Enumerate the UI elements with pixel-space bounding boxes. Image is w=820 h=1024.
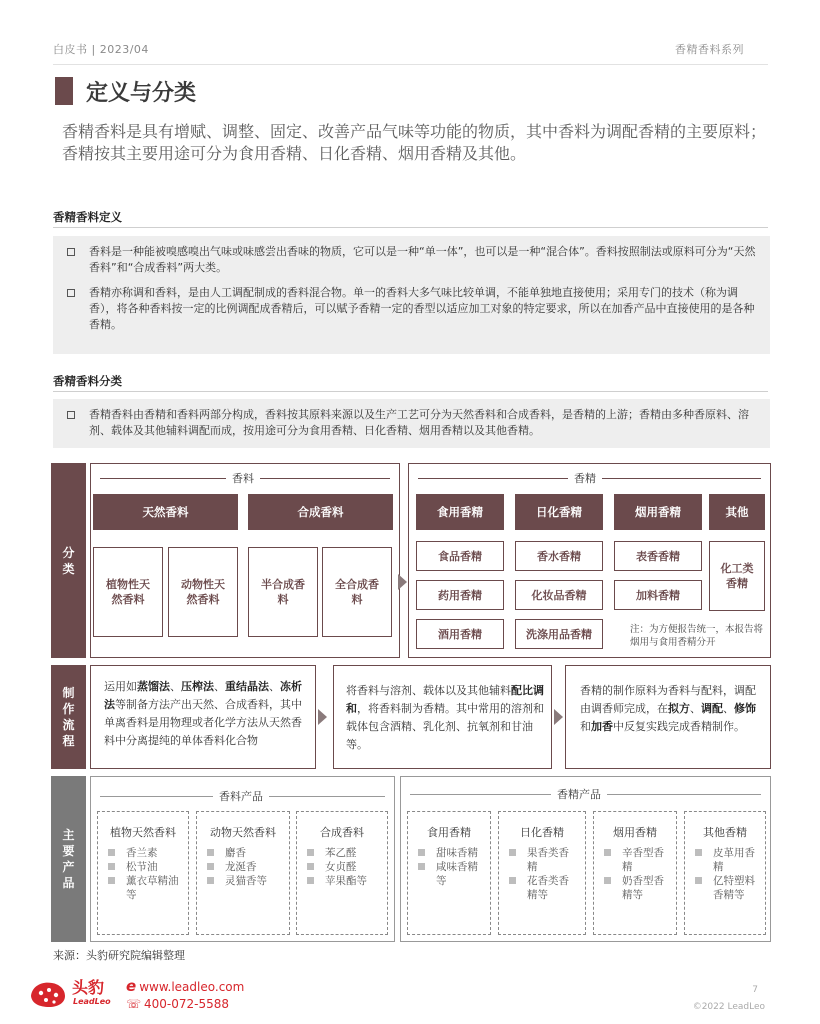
square-bullet-icon xyxy=(604,877,611,884)
row-label-products: 主要产品 xyxy=(51,776,86,942)
list-item: 香兰素 xyxy=(106,846,182,860)
list-item: 甜味香精 xyxy=(416,846,484,860)
food-flavor-essence: 食品香精 xyxy=(416,541,504,571)
list-item: 灵猫香等 xyxy=(205,874,283,888)
checkbox-bullet-icon xyxy=(67,411,75,419)
checkbox-bullet-icon xyxy=(67,289,75,297)
list-item: 苹果酯等 xyxy=(305,874,381,888)
header-left: 白皮书 | 2023/04 xyxy=(53,43,149,56)
square-bullet-icon xyxy=(509,877,516,884)
list-item: 薰衣草精油等 xyxy=(106,874,182,902)
square-bullet-icon xyxy=(207,849,214,856)
phone-icon: ☏ xyxy=(126,997,142,1011)
website-link[interactable]: e www.leadleo.com xyxy=(126,977,245,995)
synthetic-spice-header: 合成香料 xyxy=(248,494,393,530)
square-bullet-icon xyxy=(418,849,425,856)
square-bullet-icon xyxy=(307,849,314,856)
list-item: 苯乙醛 xyxy=(305,846,381,860)
spice-group-title: 香料 xyxy=(226,470,260,486)
chemical-essence: 化工类香精 xyxy=(709,541,765,611)
list-item: 女贞醛 xyxy=(305,860,381,874)
daily-essence-header: 日化香精 xyxy=(515,494,603,530)
square-bullet-icon xyxy=(108,877,115,884)
square-bullet-icon xyxy=(108,849,115,856)
classification-divider xyxy=(53,391,768,392)
square-bullet-icon xyxy=(509,849,516,856)
list-item: 松节油 xyxy=(106,860,182,874)
animal-natural-spice: 动物性天然香料 xyxy=(168,547,238,637)
liquor-essence: 酒用香精 xyxy=(416,619,504,649)
semi-synthetic-spice: 半合成香料 xyxy=(248,547,318,637)
classification-title: 香精香料分类 xyxy=(53,374,122,388)
row-label-classify: 分类 xyxy=(51,463,86,658)
process-text-3: 香精的制作原料为香料与配料，调配由调香师完成，在拟方、调配、修饰和加香中反复实践完成香精制作。 xyxy=(580,684,756,733)
list-item: 皮革用香精 xyxy=(693,846,759,874)
product-card-title: 烟用香精 xyxy=(613,826,657,839)
logo-subtext: LeadLeo xyxy=(73,997,111,1006)
square-bullet-icon xyxy=(307,877,314,884)
arrow-right-icon xyxy=(554,709,563,725)
essence-products-title: 香精产品 xyxy=(551,786,607,802)
web-e-icon: e xyxy=(126,977,137,995)
surface-flavor-essence: 表香香精 xyxy=(614,541,702,571)
detergent-essence: 洗涤用品香精 xyxy=(515,619,603,649)
product-card xyxy=(296,811,388,935)
square-bullet-icon xyxy=(307,863,314,870)
list-item: 花香类香精等 xyxy=(507,874,579,902)
product-card-title: 植物天然香料 xyxy=(110,826,176,839)
product-card-title: 日化香精 xyxy=(520,826,564,839)
definition-title: 香精香料定义 xyxy=(53,210,122,224)
row-label-process: 制作流程 xyxy=(51,665,86,769)
list-item: 咸味香精等 xyxy=(416,860,484,888)
other-essence-header: 其他 xyxy=(709,494,765,530)
arrow-right-icon xyxy=(398,574,407,590)
perfume-essence: 香水香精 xyxy=(515,541,603,571)
note-text: 注：为方便报告统一，本报告将烟用与食用香精分开 xyxy=(630,624,764,648)
header-right: 香精香料系列 xyxy=(675,43,744,56)
product-card-title: 食用香精 xyxy=(427,826,471,839)
classification-bullet: 香精香料由香精和香料两部分构成，香料按其原料来源以及生产工艺可分为天然香料和合成香料，是香精的上游；香精由多种香原料、溶剂、载体及其他辅料调配而成，按用途可分为食用香精、日化香精、烟用香精以及其他香精。 xyxy=(67,407,758,439)
product-card xyxy=(407,811,491,935)
full-synthetic-spice: 全合成香料 xyxy=(322,547,392,637)
plant-natural-spice: 植物性天然香料 xyxy=(93,547,163,637)
product-card xyxy=(498,811,586,935)
copyright: ©2022 LeadLeo xyxy=(692,1002,765,1012)
list-item: 麝香 xyxy=(205,846,283,860)
title-accent-bar xyxy=(55,77,73,105)
natural-spice-header: 天然香料 xyxy=(93,494,238,530)
medicinal-essence: 药用香精 xyxy=(416,580,504,610)
intro-text: 香精香料是具有增赋、调整、固定、改善产品气味等功能的物质，其中香料为调配香精的主要原料；香精按其主要用途可分为食用香精、日化香精、烟用香精及其他。 xyxy=(62,122,767,163)
square-bullet-icon xyxy=(207,863,214,870)
logo-text: 头豹 xyxy=(72,978,105,997)
header-divider xyxy=(53,64,768,65)
product-card xyxy=(684,811,766,935)
spice-products-title: 香料产品 xyxy=(213,788,269,804)
phone-number: ☏ 400-072-5588 xyxy=(126,997,230,1011)
square-bullet-icon xyxy=(695,849,702,856)
list-item: 亿特塑料香精等 xyxy=(693,874,759,902)
definition-bullet: 香精亦称调和香料，是由人工调配制成的香料混合物。单一的香料大多气味比较单调，不能单独地直接使用；采用专门的技术（称为调香），将各种香料按一定的比例调配成香精后，可以赋予香精一定的香型以适应加工对象的特定要求，所以在加香产品中直接使用的是各种香精。 xyxy=(67,285,758,333)
page-title: 定义与分类 xyxy=(86,81,197,106)
list-item: 奶香型香精等 xyxy=(602,874,670,902)
page-number: 7 xyxy=(752,985,758,995)
product-card-title: 其他香精 xyxy=(703,826,747,839)
product-card xyxy=(97,811,189,935)
list-item: 果香类香精 xyxy=(507,846,579,874)
square-bullet-icon xyxy=(207,877,214,884)
process-text-1: 运用如蒸馏法、压榨法、重结晶法、冻析法等制备方法产出天然、合成香料，其中单离香料是用物理或者化学方法从天然香料中分离提纯的单体香料化合物 xyxy=(104,680,302,747)
source-note: 来源：头豹研究院编辑整理 xyxy=(53,949,185,962)
list-item: 龙涎香 xyxy=(205,860,283,874)
square-bullet-icon xyxy=(695,877,702,884)
product-card xyxy=(593,811,677,935)
tobacco-essence-header: 烟用香精 xyxy=(614,494,702,530)
product-card-title: 动物天然香料 xyxy=(210,826,276,839)
square-bullet-icon xyxy=(418,863,425,870)
product-card xyxy=(196,811,290,935)
casing-essence: 加料香精 xyxy=(614,580,702,610)
leopard-logo-icon xyxy=(28,978,68,1010)
checkbox-bullet-icon xyxy=(67,248,75,256)
cosmetic-essence: 化妆品香精 xyxy=(515,580,603,610)
product-card-title: 合成香料 xyxy=(320,826,364,839)
definition-bullet: 香料是一种能被嗅感嗅出气味或味感尝出香味的物质，它可以是一种“单一体”，也可以是一种“混合体”。香料按照制法或原料可分为“天然香料”和“合成香料”两大类。 xyxy=(67,244,758,276)
classification-box xyxy=(53,399,770,448)
square-bullet-icon xyxy=(108,863,115,870)
definition-divider xyxy=(53,227,768,228)
process-text-2: 将香料与溶剂、载体以及其他辅料配比调和，将香料制为香精。其中常用的溶剂和载体包含酒精、乳化剂、抗氧剂和甘油等。 xyxy=(346,684,544,751)
list-item: 辛香型香精 xyxy=(602,846,670,874)
definition-box xyxy=(53,236,770,354)
arrow-right-icon xyxy=(318,709,327,725)
food-essence-header: 食用香精 xyxy=(416,494,504,530)
square-bullet-icon xyxy=(604,849,611,856)
essence-group-title: 香精 xyxy=(568,470,602,486)
